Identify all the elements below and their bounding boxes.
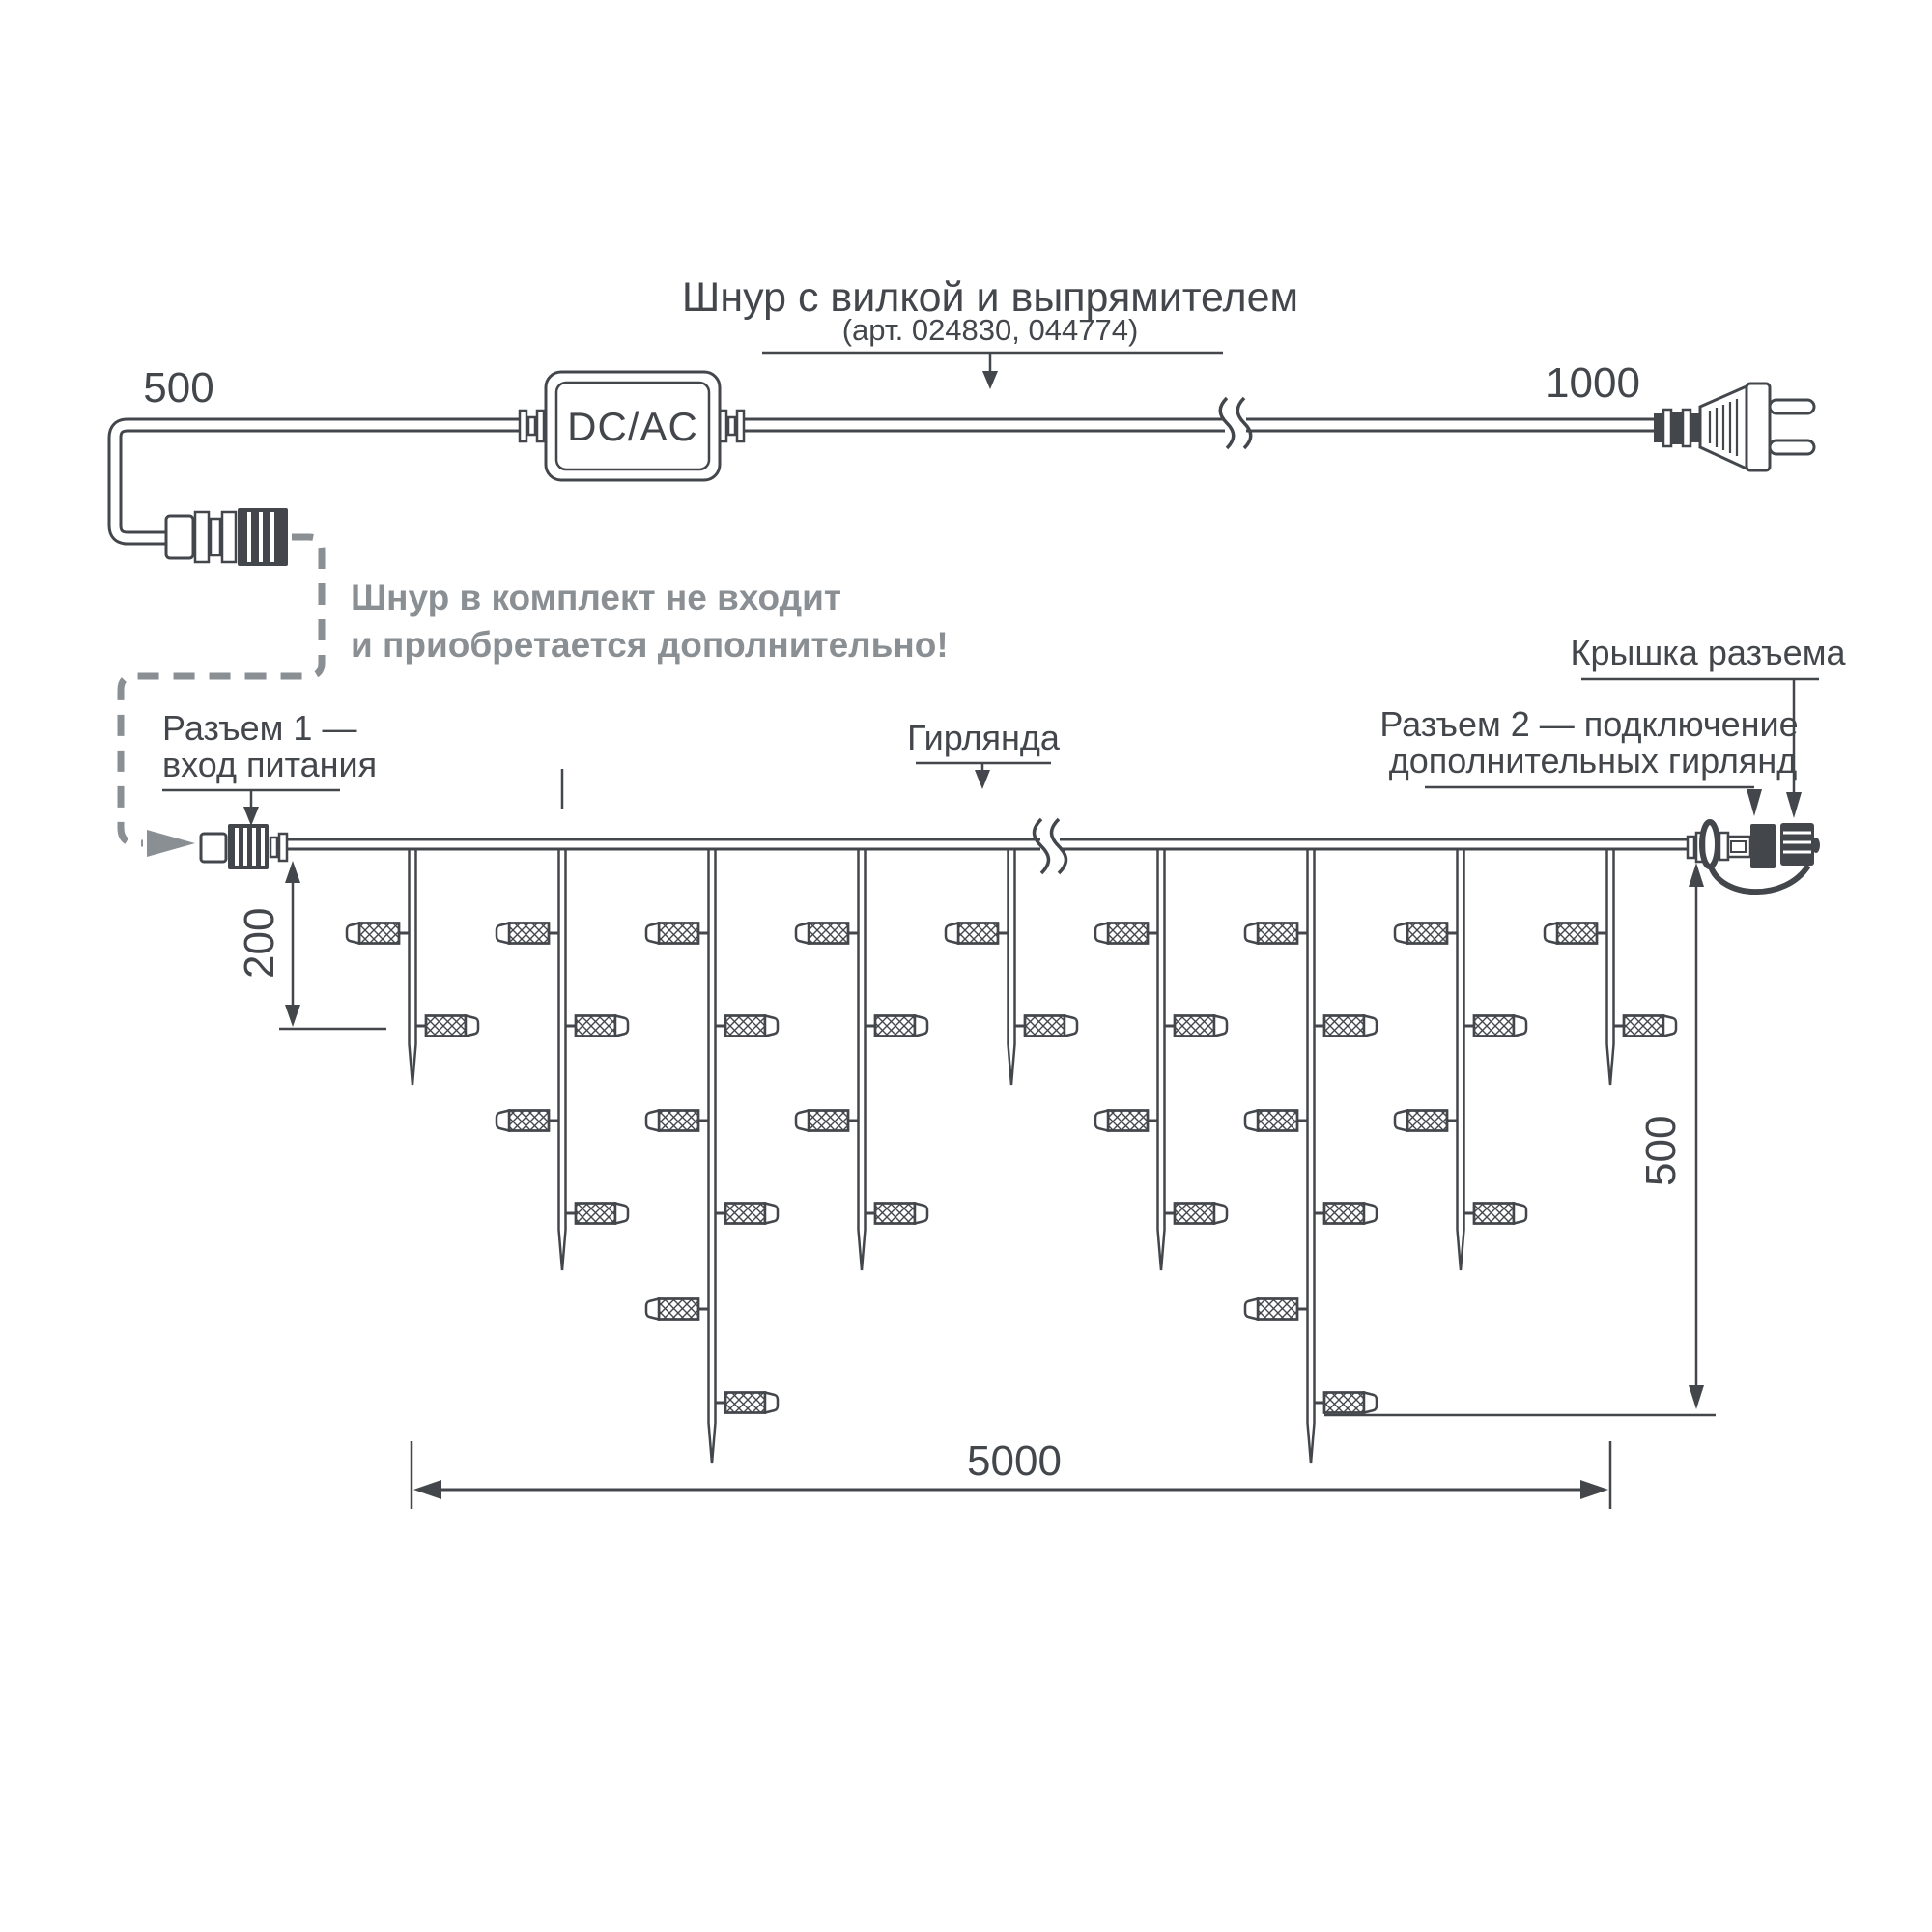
leader-arrow-icon xyxy=(982,371,998,389)
cap-tether-cord xyxy=(1711,866,1808,892)
garland-main-wire xyxy=(286,839,1687,849)
cord-title: Шнур с вилкой и выпрямителем xyxy=(681,274,1299,321)
led-bulb xyxy=(1245,1111,1308,1131)
garland-drop xyxy=(1607,850,1614,1085)
led-bulb xyxy=(646,1299,709,1320)
note-line2: и приобретается дополнительно! xyxy=(351,625,949,665)
connector1-label-line2: вход питания xyxy=(162,745,378,784)
led-bulb xyxy=(1315,1204,1378,1224)
garland-drop xyxy=(559,850,566,1270)
cord-break-icon xyxy=(1220,398,1251,448)
garland-output-connector xyxy=(1688,822,1820,892)
dim-drop-offset: 200 xyxy=(236,907,283,979)
led-bulb xyxy=(566,1204,629,1224)
led-bulb xyxy=(1095,1111,1158,1131)
led-bulb xyxy=(1464,1016,1527,1037)
led-bulb xyxy=(566,1016,629,1037)
led-bulb xyxy=(1614,1016,1677,1037)
dcac-converter xyxy=(520,372,744,480)
garland-drop xyxy=(859,850,866,1270)
dcac-label: DC/AC xyxy=(567,404,698,449)
plug-prong-bottom xyxy=(1770,440,1814,454)
connector2-body xyxy=(1750,824,1776,868)
cord-title-block xyxy=(682,274,1298,389)
garland-drop xyxy=(1308,850,1315,1463)
led-bulb xyxy=(646,1111,709,1131)
dim-200-block xyxy=(236,861,386,1029)
plug-prong-top xyxy=(1770,400,1814,413)
led-bulb xyxy=(497,1111,559,1131)
connector-ring xyxy=(1702,822,1718,867)
cord-article: (арт. 024830, 044774) xyxy=(841,313,1139,347)
leader-arrow-icon xyxy=(1747,789,1762,816)
led-bulb xyxy=(416,1016,479,1037)
led-bulb xyxy=(1395,923,1458,944)
led-bulb xyxy=(796,923,859,944)
led-bulb xyxy=(1165,1204,1228,1224)
dim-drop-height: 500 xyxy=(1637,1115,1685,1186)
garland-label-block xyxy=(907,718,1061,789)
leader-arrow-icon xyxy=(1786,792,1802,818)
dashed-connection-path xyxy=(121,537,322,857)
connector1-label-line1: Разъем 1 — xyxy=(162,708,357,748)
led-bulb xyxy=(1165,1016,1228,1037)
garland-drop xyxy=(1158,850,1165,1270)
leader-arrow-icon xyxy=(243,807,259,826)
dim-cord-right: 1000 xyxy=(1546,359,1640,407)
led-bulb xyxy=(866,1204,928,1224)
led-bulb xyxy=(796,1111,859,1131)
garland-drop xyxy=(410,850,416,1085)
led-bulb xyxy=(716,1204,779,1224)
connector1-label-block xyxy=(162,708,377,826)
led-bulb xyxy=(1464,1204,1527,1224)
led-bulb xyxy=(1095,923,1158,944)
dim-500-block xyxy=(1324,863,1716,1415)
mains-plug-icon xyxy=(1654,384,1814,470)
connector-cap-icon xyxy=(1780,823,1820,866)
led-bulb xyxy=(946,923,1009,944)
led-bulb xyxy=(1315,1016,1378,1037)
connector2-label-block xyxy=(1379,704,1798,816)
led-bulb xyxy=(646,923,709,944)
not-included-note xyxy=(351,578,949,665)
dashed-arrow-icon xyxy=(147,830,195,857)
led-bulb xyxy=(1315,1393,1378,1413)
led-bulb xyxy=(1395,1111,1458,1131)
connector2-label-line1: Разъем 2 — подключение xyxy=(1379,704,1799,744)
cord-connector-icon xyxy=(166,508,288,566)
dim-cord-left: 500 xyxy=(143,364,214,412)
note-line1: Шнур в комплект не входит xyxy=(351,578,841,617)
garland-drop xyxy=(709,850,716,1463)
garland-break-icon xyxy=(1035,819,1066,873)
leader-arrow-icon xyxy=(975,770,990,789)
garland-drop xyxy=(1458,850,1464,1270)
connector2-label-line2: дополнительных гирлянд xyxy=(1388,741,1798,781)
led-bulb xyxy=(1245,1299,1308,1320)
led-bulb xyxy=(716,1393,779,1413)
garland-input-connector xyxy=(201,824,287,869)
garland-section xyxy=(162,633,1846,1509)
led-bulb xyxy=(1015,1016,1078,1037)
garland-label: Гирлянда xyxy=(907,718,1060,757)
led-bulb xyxy=(497,923,559,944)
led-bulb xyxy=(866,1016,928,1037)
cap-label: Крышка разъема xyxy=(1570,633,1846,672)
led-bulb xyxy=(1545,923,1607,944)
led-bulb xyxy=(1245,923,1308,944)
led-bulb xyxy=(716,1016,779,1037)
garland-drops xyxy=(347,850,1676,1463)
dim-garland-length: 5000 xyxy=(967,1437,1062,1485)
led-bulb xyxy=(347,923,410,944)
dim-5000-block xyxy=(412,1437,1610,1509)
garland-drop xyxy=(1009,850,1015,1085)
